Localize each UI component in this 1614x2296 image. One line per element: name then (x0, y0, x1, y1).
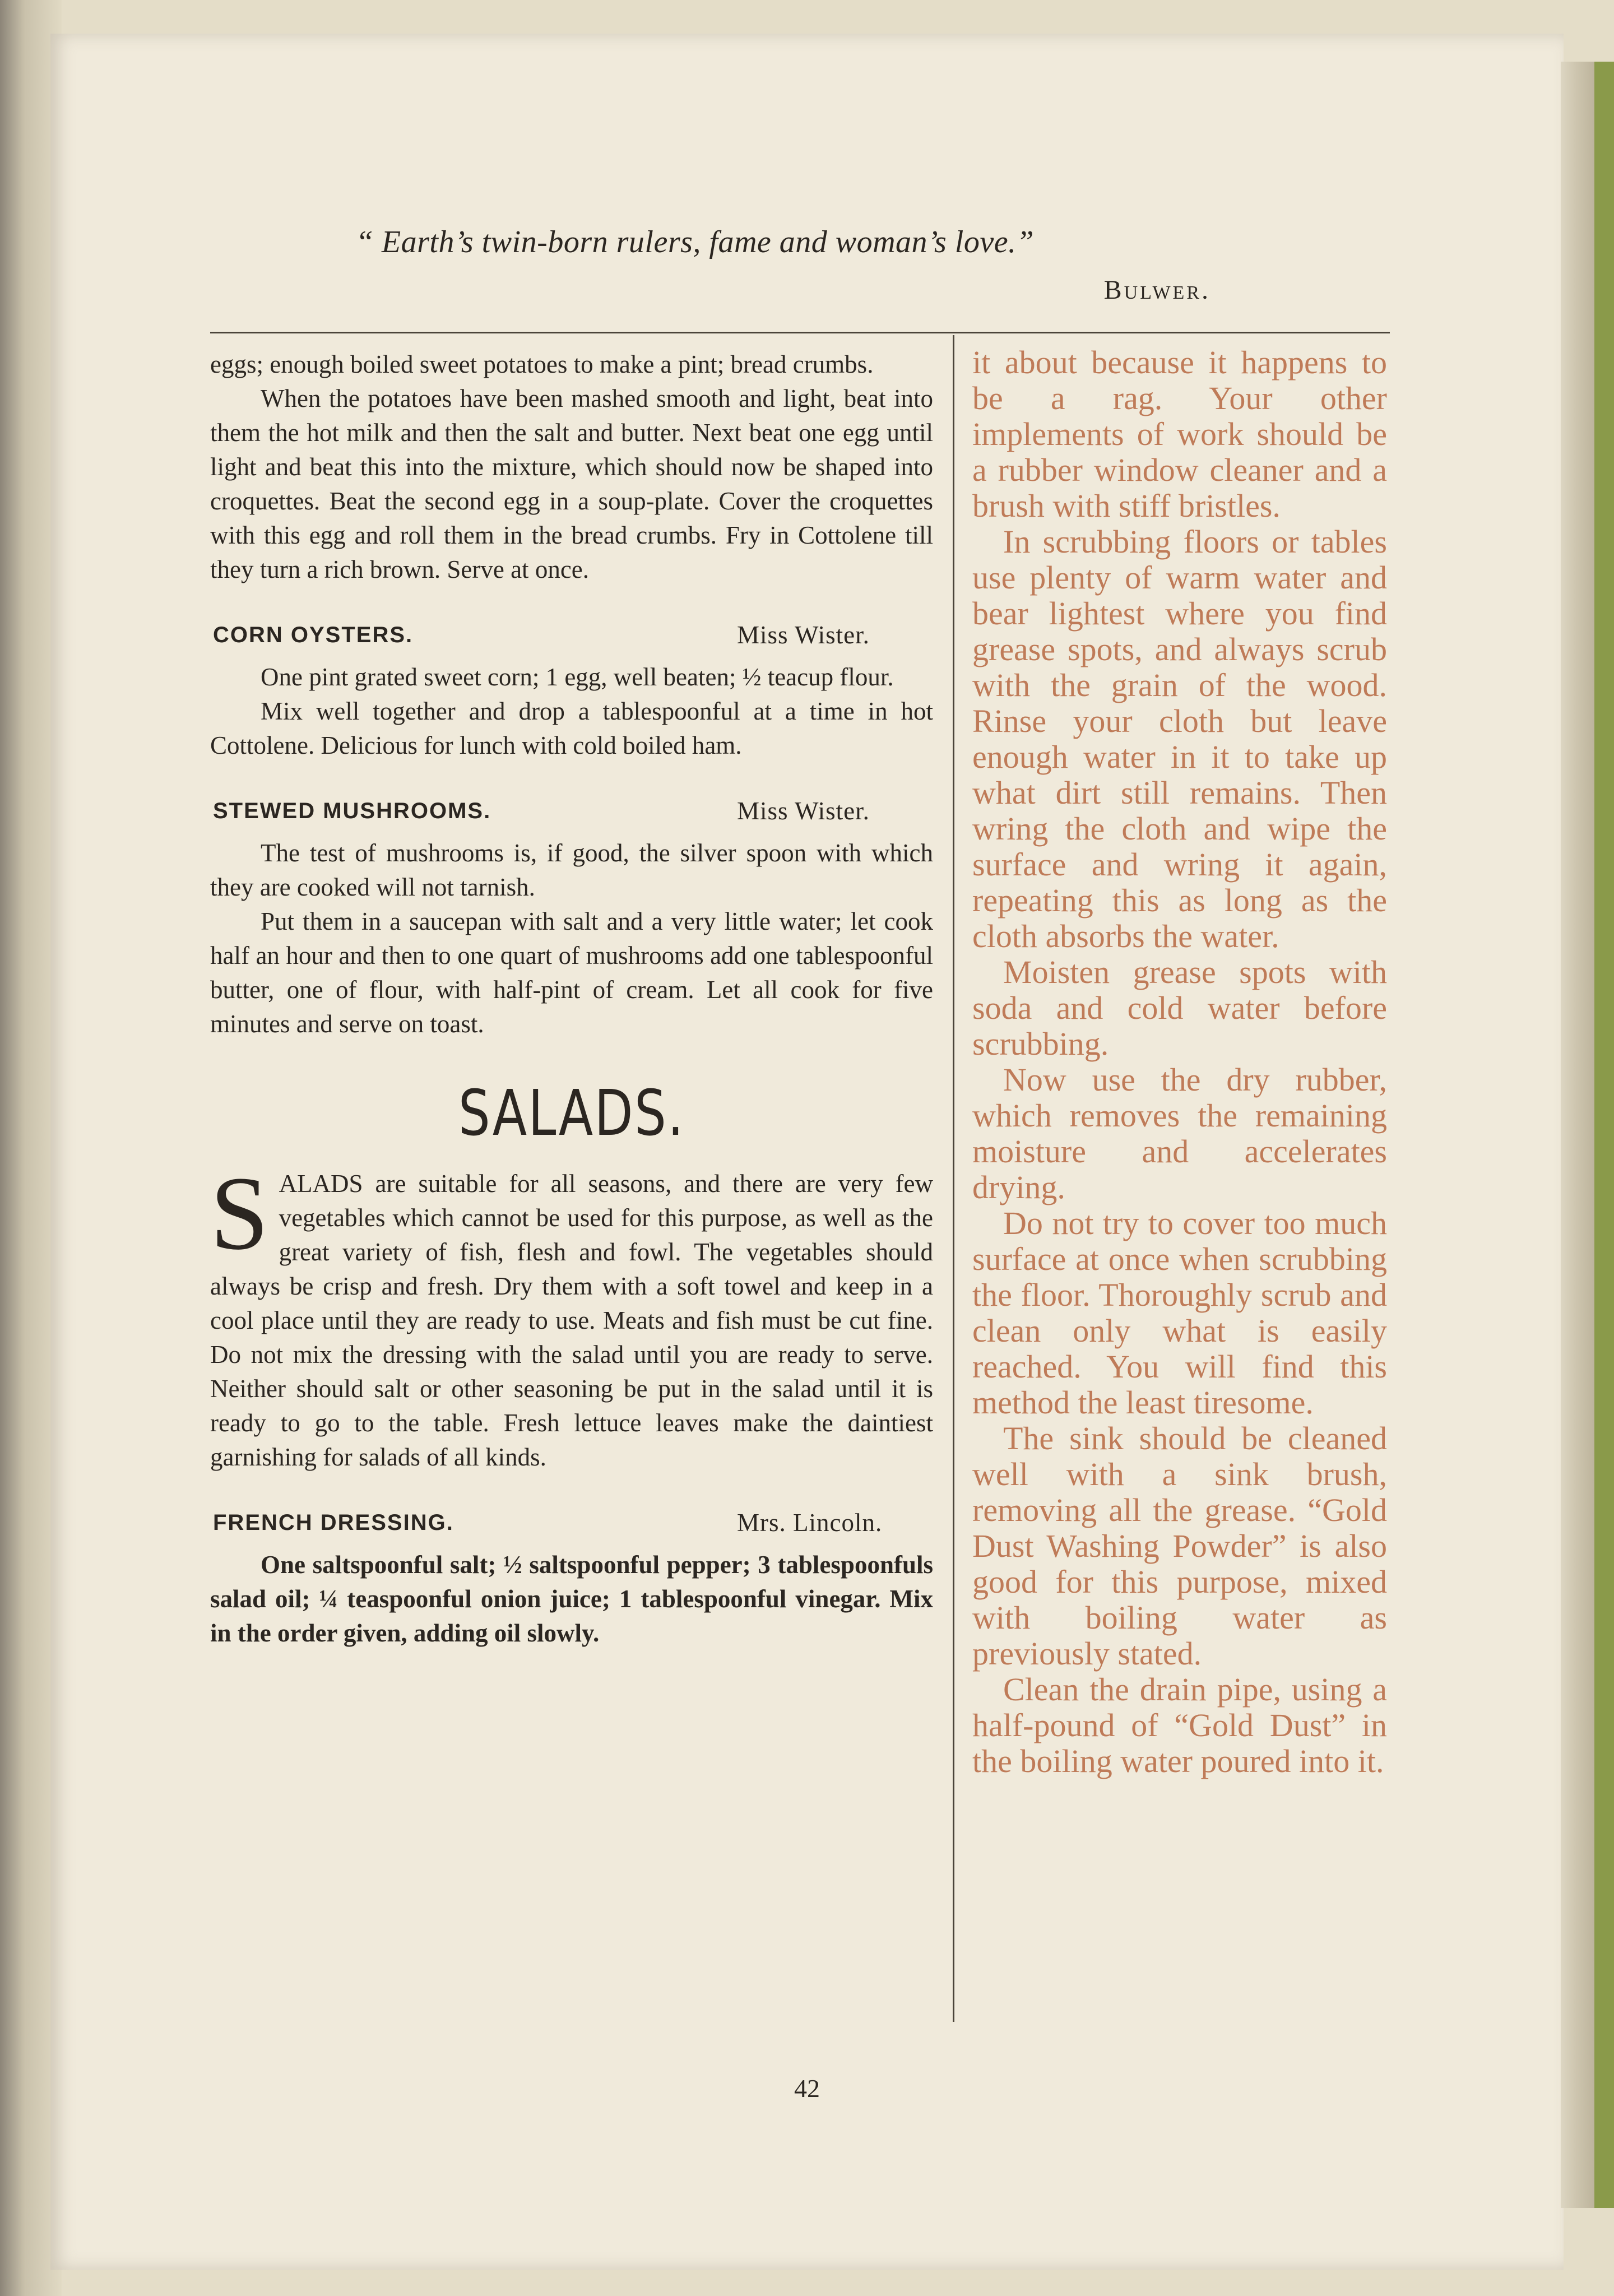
recipe-paragraph: The test of mushrooms is, if good, the silver spoon with which they are cooked will not tarnish. (210, 839, 933, 901)
recipe-heading-french-dressing (213, 1506, 927, 1540)
cover-edge (1594, 62, 1614, 2208)
epigraph-attribution: Bulwer. (1103, 275, 1210, 305)
recipe-author: Miss Wister. (737, 621, 870, 649)
header-rule (210, 332, 1390, 333)
drop-cap: S (210, 1154, 269, 1272)
salads-paragraph (210, 1154, 933, 1474)
column-divider (953, 335, 954, 2022)
recipe-author: Miss Wister. (737, 797, 870, 825)
salads-text: ALADS are suitable for all seasons, and there are very few vegetables which cannot be used for this purpose, as well as the great variety of fish, flesh and fowl. The vegetables should always be crisp and fresh. Dry them with a soft towel and keep in a cool place until they are ready to use. Meats and fish must be cut fine. Do not mix the dressing with the salad until you are ready to serve. Neither should salt or other seasoning be put in the salad until it is ready to go to the table. Fresh lettuce leaves make the daintiest garnishing for salads of all kinds. (210, 1170, 933, 1471)
cleaning-paragraph: Moisten grease spots with soda and cold water before scrubbing. (972, 954, 1387, 1062)
epigraph-quote: “ Earth’s twin-born rulers, fame and woman’s love.” (355, 225, 1035, 259)
recipe-paragraph: Mix well together and drop a tablespoonful at a time in hot Cottolene. Delicious for lunch with cold boiled ham. (210, 697, 933, 759)
recipe-title: CORN OYSTERS. (213, 623, 414, 647)
cleaning-paragraph: Do not try to cover too much surface at once when scrubbing the floor. Thoroughly scrub and clean only what is easily reached. You will find this method the least tiresome. (972, 1205, 1387, 1421)
recipe-heading-corn-oysters (213, 618, 927, 652)
cleaning-paragraph: it about because it happens to be a rag. Your other implements of work should be a rubber window cleaner and a brush with stiff bristles. (972, 344, 1387, 524)
cleaning-paragraph: Now use the dry rubber, which removes the remaining moisture and accelerates drying. (972, 1061, 1387, 1205)
cleaning-paragraph: Clean the drain pipe, using a half-pound of “Gold Dust” in the boiling water poured into it. (972, 1671, 1387, 1779)
recipe-title: STEWED MUSHROOMS. (213, 799, 491, 823)
right-column (972, 345, 1387, 1779)
recipe-title: FRENCH DRESSING. (213, 1510, 454, 1535)
intro-paragraph: eggs; enough boiled sweet potatoes to make a pint; bread crumbs. (210, 350, 874, 378)
recipe-paragraph: One saltspoonful salt; ½ saltspoonful pepper; 3 tablespoonfuls salad oil; ¼ teaspoonful onion juice; 1 tablespoonful vinegar. Mix in the order given, adding oil slowly. (210, 1551, 933, 1647)
intro-paragraph: When the potatoes have been mashed smooth and light, beat into them the hot milk and then the salt and butter. Next beat one egg until light and beat this into the mixture, which should now be shaped into croquettes. Beat the second egg in a soup-plate. Cover the croquettes with this egg and roll them in the bread crumbs. Fry in Cottolene till they turn a rich brown. Serve at once. (210, 384, 933, 583)
section-heading-salads: SALADS. (458, 1077, 685, 1150)
recipe-paragraph: Put them in a saucepan with salt and a very little water; let cook half an hour and then to one quart of mushrooms add one tablespoonful butter, one of flour, with half-pint of cream. Let all cook for five minutes and serve on toast. (210, 907, 933, 1038)
recipe-author: Mrs. Lincoln. (737, 1509, 883, 1537)
cleaning-paragraph: In scrubbing floors or tables use plenty of warm water and bear lightest where you find grease spots, and always scrub with the grain of the wood. Rinse your cloth but leave enough water in it to take up what dirt still remains. Then wring the cloth and wipe the surface and wring it again, repeating this as long as the cloth absorbs the water. (972, 523, 1387, 954)
left-column (210, 347, 933, 1650)
cleaning-paragraph: The sink should be cleaned well with a sink brush, removing all the grease. “Gold Dust Washing Powder” is also good for this purpose, mixed with boiling water as previously stated. (972, 1420, 1387, 1672)
page-number: 42 (794, 2074, 820, 2103)
page-stack-edge (1561, 62, 1594, 2208)
recipe-paragraph: One pint grated sweet corn; 1 egg, well beaten; ½ teacup flour. (261, 663, 894, 691)
recipe-heading-stewed-mushrooms (213, 794, 927, 828)
